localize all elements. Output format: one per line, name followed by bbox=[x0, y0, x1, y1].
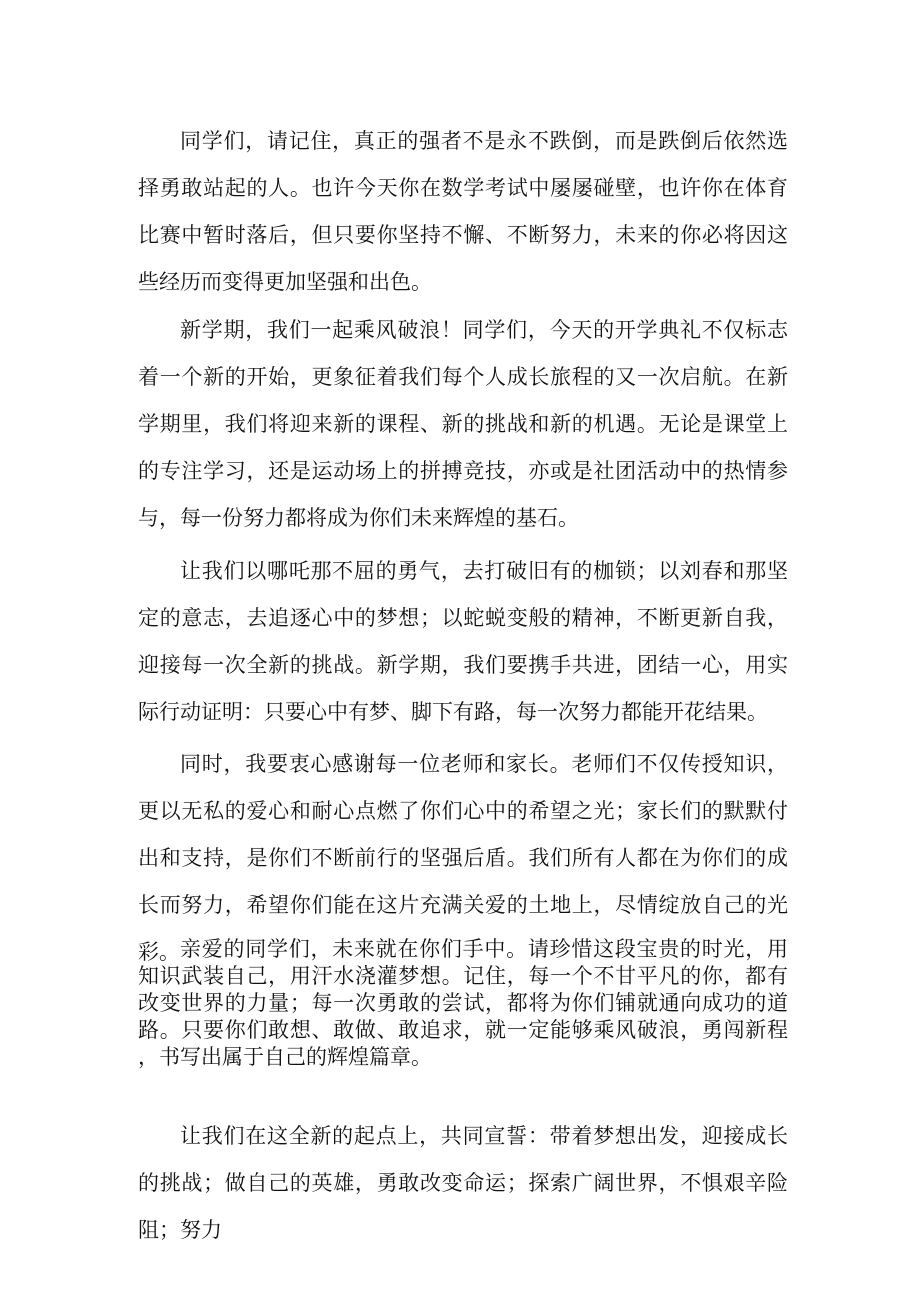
paragraph-pledge: 让我们在这全新的起点上，共同宣誓：带着梦想出发，迎接成长的挑战；做自己的英雄，勇敢改变命运；探索广阔世界，不惧艰辛险阻；努力 bbox=[138, 1124, 788, 1242]
paragraph-courage: 让我们以哪吒那不屈的勇气，去打破旧有的枷锁；以刘春和那坚定的意志，去追逐心中的梦想；以蛇蜕变般的精神，不断更新自我，迎接每一次全新的挑战。新学期，我们要携手共进，团结一心，用实际行动证明：只要心中有梦、脚下有路，每一次努力都能开花结果。 bbox=[138, 559, 788, 724]
paragraph-new-semester: 新学期，我们一起乘风破浪！同学们，今天的开学典礼不仅标志着一个新的开始，更象征着我们每个人成长旅程的又一次启航。在新学期里，我们将迎来新的课程、新的挑战和新的机遇。无论是课堂上的专注学习，还是运动场上的拼搏竞技，亦或是社团活动中的热情参与，每一份努力都将成为你们未来辉煌的基石。 bbox=[138, 318, 788, 530]
paragraph-future: 亲爱的同学们，未来就在你们手中。请珍惜这段宝贵的时光，用知识武装自己，用汗水浇灌梦想。记住，每一个不甘平凡的你，都有改变世界的力量；每一次勇敢的尝试，都将为你们铺就通向成功的道路。只要你们敢想、敢做、敢追求，就一定能够乘风破浪，勇闯新程，书写出属于自己的辉煌篇章。 bbox=[138, 937, 788, 1069]
paragraph-strong-will: 同学们，请记住，真正的强者不是永不跌倒，而是跌倒后依然选择勇敢站起的人。也许今天你在数学考试中屡屡碰壁，也许你在体育比赛中暂时落后，但只要你坚持不懈、不断努力，未来的你必将因这些经历而变得更加坚强和出色。 bbox=[138, 129, 788, 294]
paragraph-thanks: 同时，我要衷心感谢每一位老师和家长。老师们不仅传授知识，更以无私的爱心和耐心点燃了你们心中的希望之光；家长们的默默付出和支持，是你们不断前行的坚强后盾。我们所有人都在为你们的成长而努力，希望你们能在这片充满关爱的土地上，尽情绽放自己的光彩。 bbox=[138, 752, 788, 964]
